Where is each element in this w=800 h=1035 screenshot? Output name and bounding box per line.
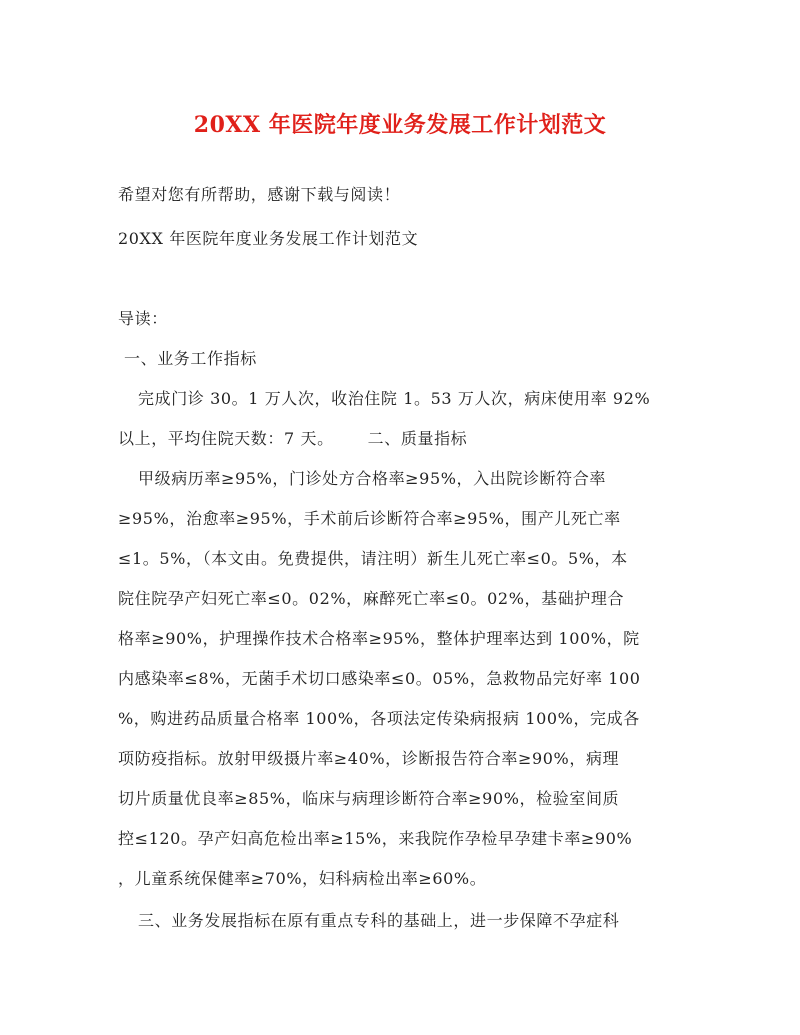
paragraph-line: %，购进药品质量合格率 100%，各项法定传染病报病 100%，完成各 [118, 709, 640, 728]
paragraph-line: 项防疫指标。放射甲级摄片率≥40%，诊断报告符合率≥90%，病理 [118, 749, 620, 768]
paragraph-line: ≤1。5%，（本文由。免费提供，请注明）新生儿死亡率≤0。5%，本 [118, 549, 628, 568]
guide-label: 导读： [118, 309, 168, 328]
paragraph-line: ≥95%，治愈率≥95%，手术前后诊断符合率≥95%，围产儿死亡率 [118, 509, 621, 528]
paragraph-line: 内感染率≤8%，无菌手术切口感染率≤0。05%，急救物品完好率 100 [118, 669, 641, 688]
section-heading-development: 三、业务发展指标在原有重点专科的基础上，进一步保障不孕症科 [138, 911, 620, 930]
document-subtitle: 20XX 年医院年度业务发展工作计划范文 [118, 229, 419, 248]
document-title: 20XX 年医院年度业务发展工作计划范文 [193, 112, 607, 138]
intro-text: 希望对您有所帮助，感谢下载与阅读！ [118, 185, 401, 204]
paragraph-line: ，儿童系统保健率≥70%，妇科病检出率≥60%。 [118, 869, 487, 888]
paragraph-line: 切片质量优良率≥85%，临床与病理诊断符合率≥90%，检验室间质 [118, 789, 620, 808]
paragraph-line: 院住院孕产妇死亡率≤0。02%，麻醉死亡率≤0。02%，基础护理合 [118, 589, 625, 608]
paragraph-line: 控≤120。孕产妇高危检出率≥15%，来我院作孕检早孕建卡率≥90% [118, 829, 633, 848]
section-heading-quality: 二、质量指标 [367, 429, 468, 448]
paragraph-line [118, 426, 467, 449]
paragraph-line: 甲级病历率≥95%，门诊处方合格率≥95%，入出院诊断符合率 [138, 469, 606, 488]
section-heading-business: 一、业务工作指标 [124, 349, 257, 368]
paragraph-line: 完成门诊 30。1 万人次，收治住院 1。53 万人次，病床使用率 92% [138, 389, 651, 408]
paragraph-text: 以上，平均住院天数：7 天。 [118, 429, 334, 448]
paragraph-line: 格率≥90%，护理操作技术合格率≥95%，整体护理率达到 100%，院 [118, 629, 640, 648]
